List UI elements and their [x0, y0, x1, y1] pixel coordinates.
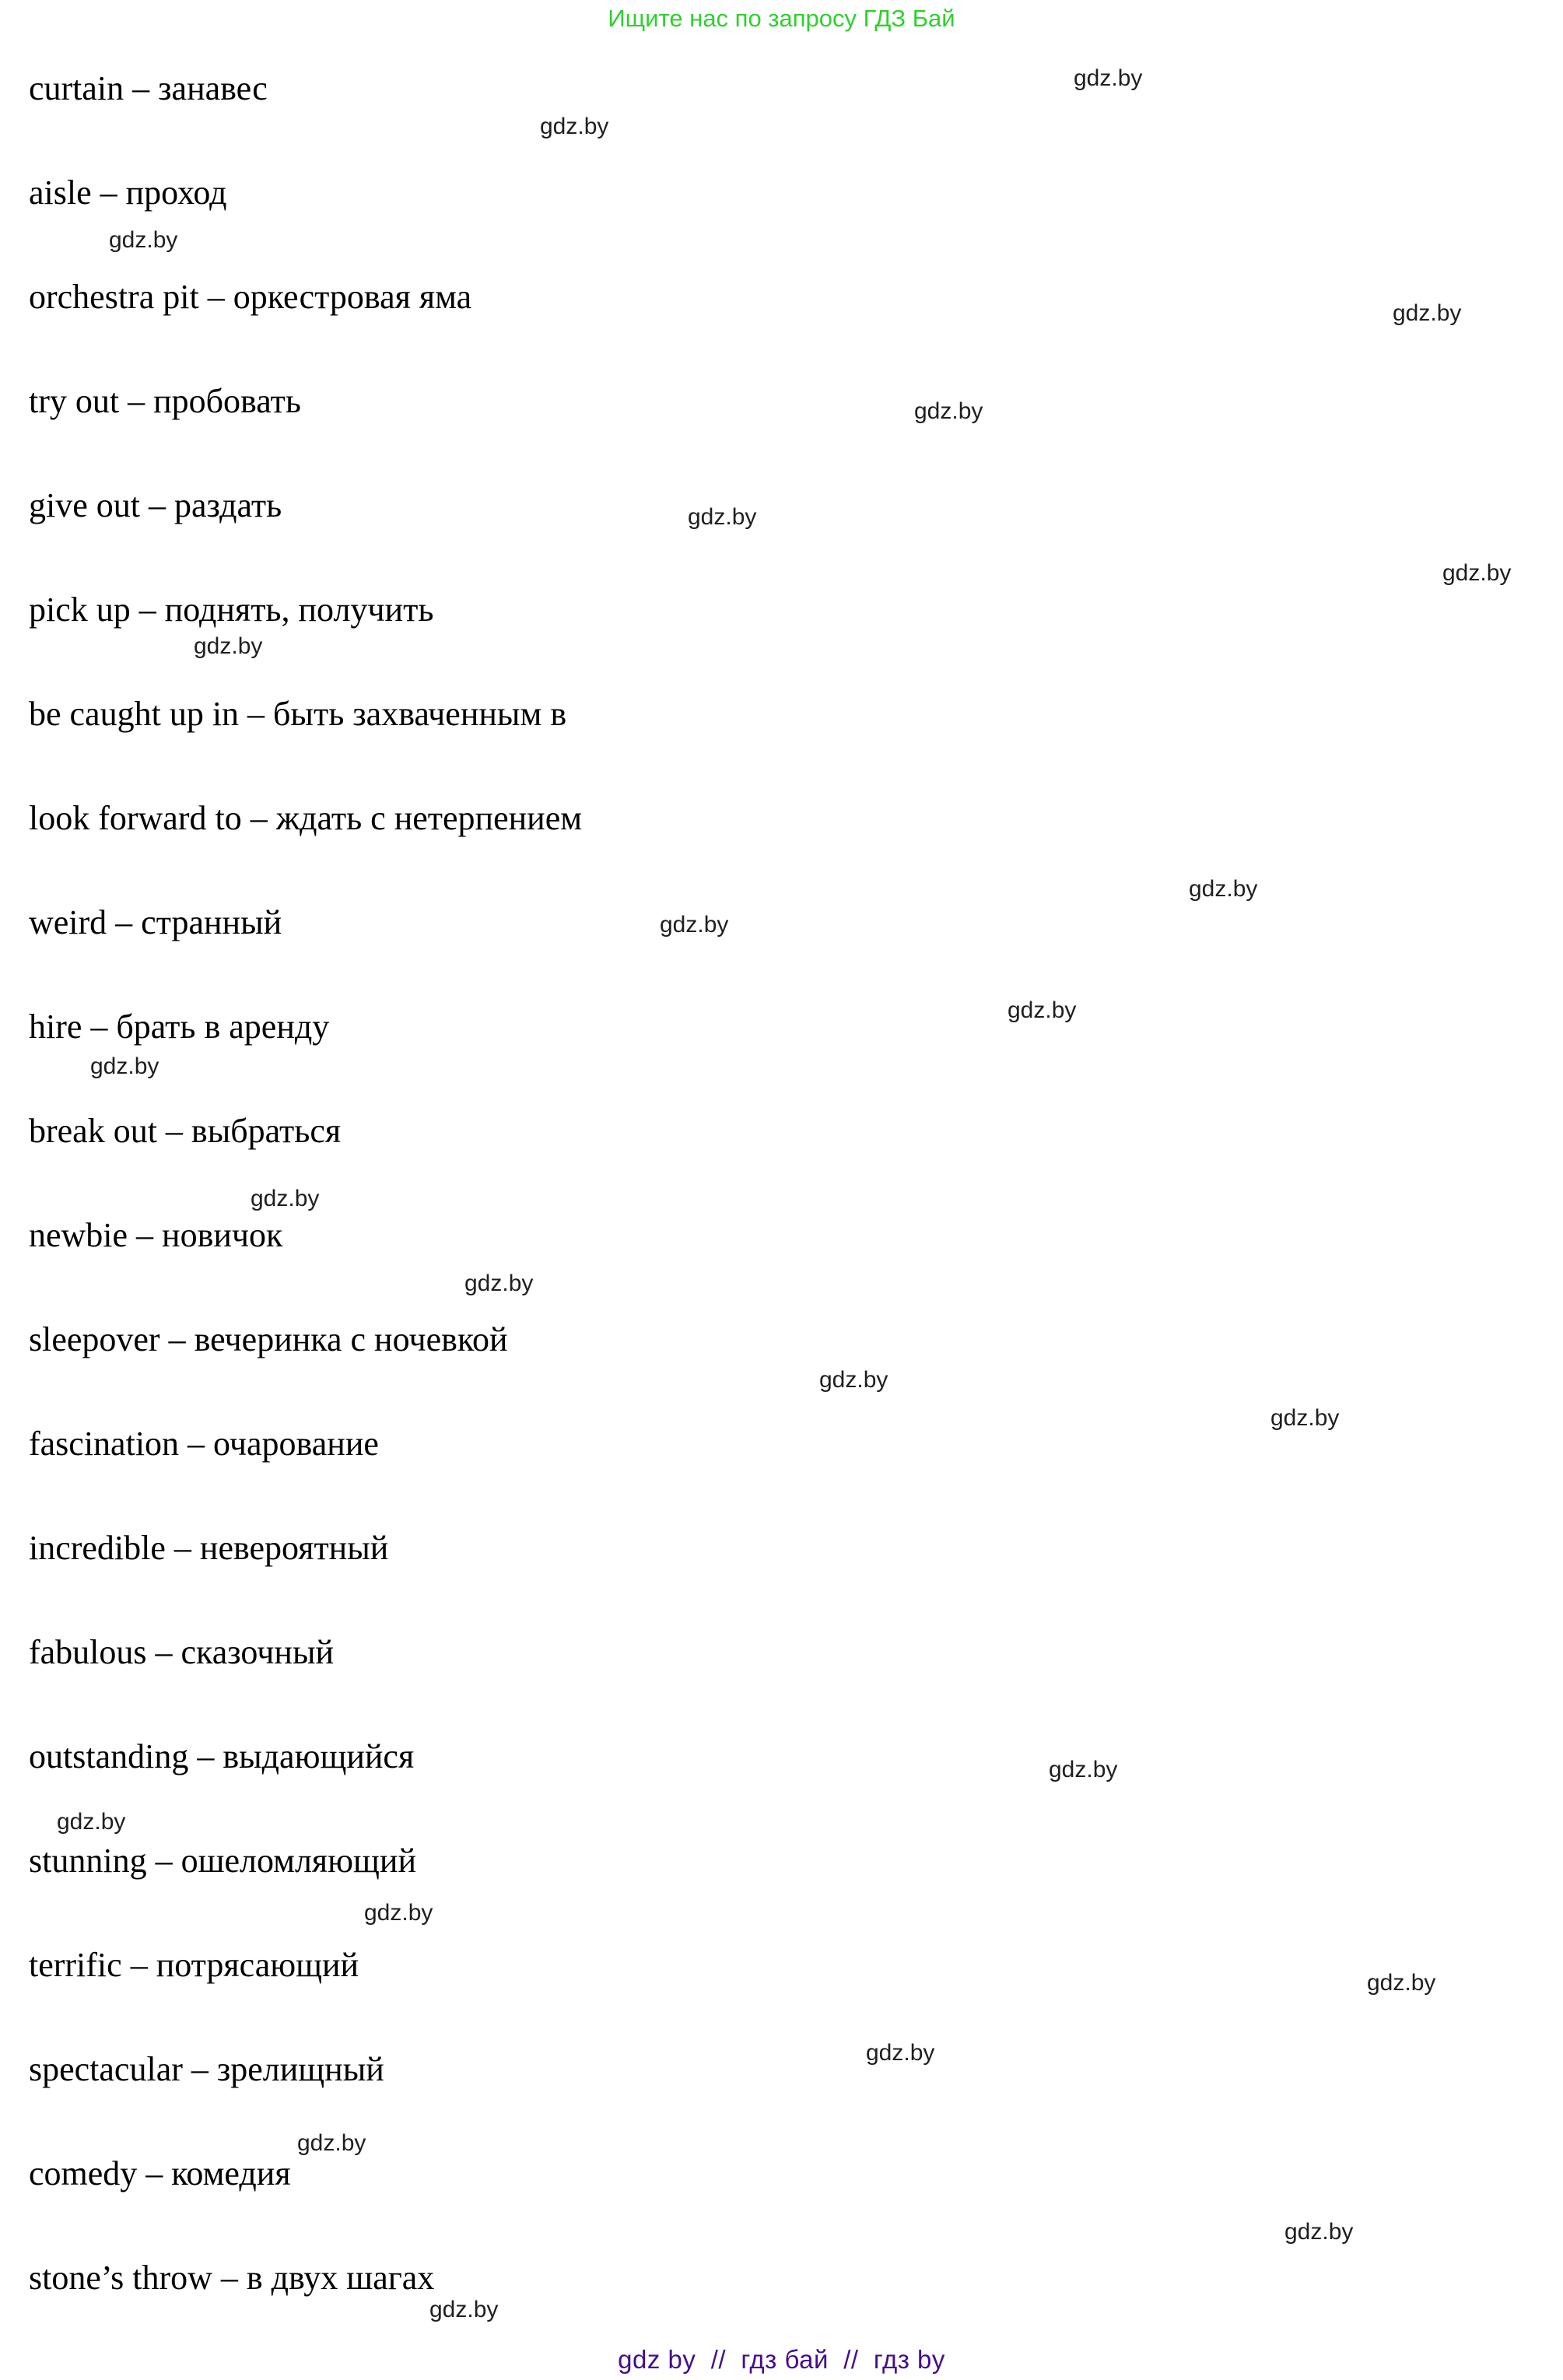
watermark-gdz: gdz.by: [866, 2040, 935, 2066]
watermark-gdz: gdz.by: [1189, 876, 1258, 902]
watermark-gdz: gdz.by: [1442, 560, 1512, 586]
watermark-gdz: gdz.by: [1270, 1405, 1340, 1431]
watermark-gdz: gdz.by: [464, 1271, 534, 1296]
watermark-gdz: gdz.by: [1049, 1757, 1118, 1782]
vocab-line: give out – раздать: [29, 486, 282, 524]
vocab-line: aisle – проход: [29, 174, 227, 212]
vocab-line: pick up – поднять, получить: [29, 591, 434, 629]
watermark-gdz: gdz.by: [660, 912, 729, 938]
vocab-line: try out – пробовать: [29, 382, 301, 420]
watermark-gdz: gdz.by: [429, 2297, 499, 2322]
watermark-gdz: gdz.by: [1074, 65, 1143, 91]
vocab-line: hire – брать в аренду: [29, 1008, 330, 1046]
watermark-gdz: gdz.by: [57, 1809, 126, 1835]
watermark-gdz: gdz.by: [109, 227, 178, 253]
watermark-gdz: gdz.by: [297, 2130, 366, 2156]
vocab-line: stunning – ошеломляющий: [29, 1842, 416, 1880]
promo-header: Ищите нас по запросу ГДЗ Бай: [608, 5, 955, 32]
watermark-gdz: gdz.by: [1393, 300, 1462, 326]
watermark-gdz: gdz.by: [540, 114, 609, 139]
watermark-gdz: gdz.by: [819, 1367, 888, 1393]
vocab-line: curtain – занавес: [29, 69, 268, 107]
vocab-line: fabulous – сказочный: [29, 1633, 335, 1671]
watermark-gdz: gdz.by: [194, 633, 263, 659]
watermark-gdz: gdz.by: [914, 398, 983, 424]
watermark-gdz: gdz.by: [90, 1053, 159, 1079]
vocab-line: fascination – очарование: [29, 1425, 379, 1463]
watermark-gdz: gdz.by: [1367, 1970, 1436, 1996]
vocab-line: spectacular – зрелищный: [29, 2050, 384, 2088]
vocab-line: be caught up in – быть захваченным в: [29, 695, 567, 733]
vocab-line: incredible – невероятный: [29, 1529, 389, 1567]
watermark-gdz: gdz.by: [1284, 2219, 1354, 2245]
watermark-gdz: gdz.by: [251, 1186, 320, 1211]
vocab-line: look forward to – ждать с нетерпением: [29, 799, 583, 837]
vocab-line: newbie – новичок: [29, 1216, 283, 1254]
watermark-gdz: gdz.by: [1008, 997, 1077, 1023]
site-footer: gdz by // гдз бай // гдз by: [618, 2345, 945, 2374]
vocab-line: break out – выбраться: [29, 1112, 342, 1150]
vocab-line: terrific – потрясающий: [29, 1946, 359, 1984]
vocab-line: outstanding – выдающийся: [29, 1737, 415, 1775]
watermark-gdz: gdz.by: [364, 1900, 433, 1926]
watermark-gdz: gdz.by: [688, 504, 757, 530]
vocab-line: stone’s throw – в двух шагах: [29, 2259, 435, 2297]
vocab-line: sleepover – вечеринка с ночевкой: [29, 1320, 508, 1358]
vocab-line: orchestra pit – оркестровая яма: [29, 278, 472, 316]
vocab-line: comedy – комедия: [29, 2154, 291, 2192]
vocab-line: weird – странный: [29, 903, 282, 941]
